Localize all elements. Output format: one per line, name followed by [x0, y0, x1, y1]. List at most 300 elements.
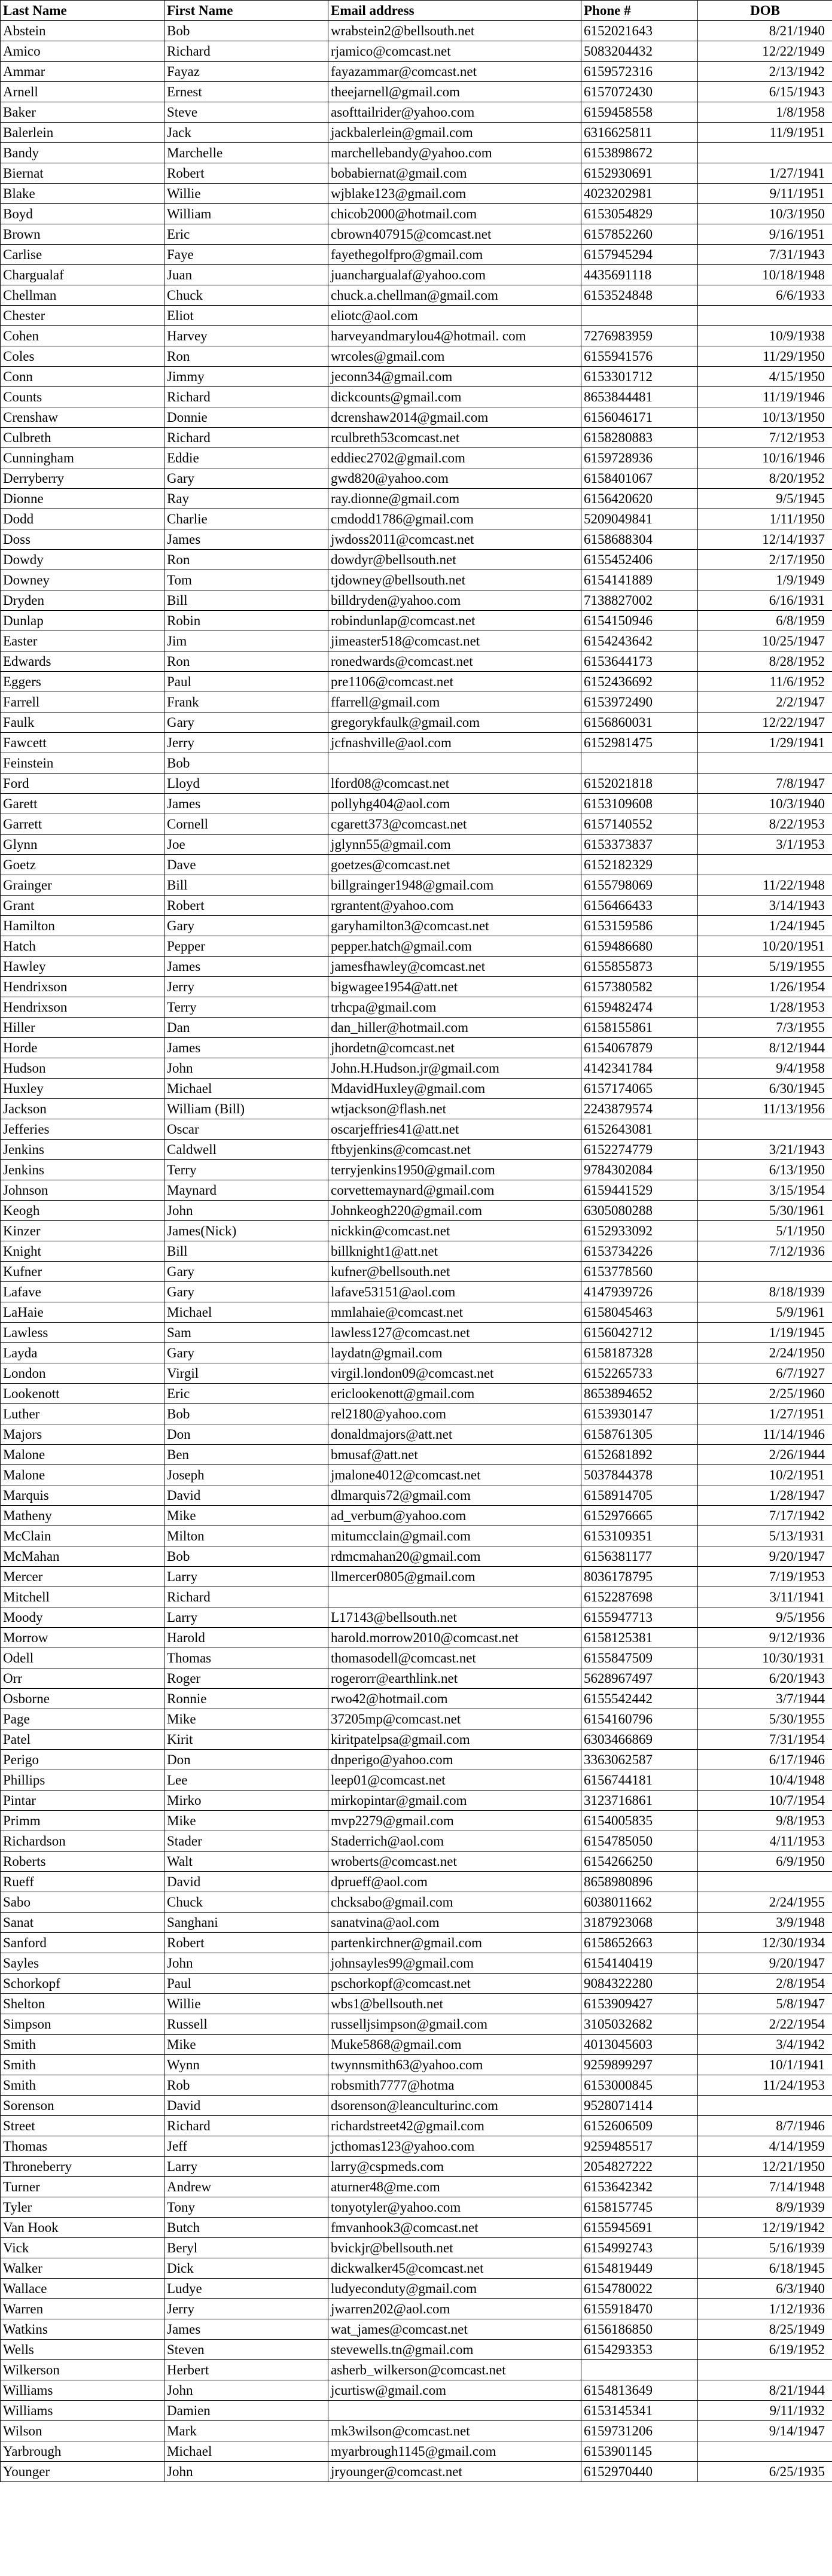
dob-cell: 8/7/1946 — [698, 2116, 832, 2136]
last-name-cell: Crenshaw — [1, 407, 164, 428]
table-row — [1, 387, 832, 407]
first-name-cell: Don — [164, 1750, 328, 1770]
email-cell: thomasodell@comcast.net — [328, 1648, 581, 1668]
email-cell: wjblake123@gmail.com — [328, 184, 581, 204]
last-name-cell: Garrett — [1, 814, 164, 835]
first-name-cell: William (Bill) — [164, 1099, 328, 1119]
dob-cell: 10/9/1938 — [698, 326, 832, 346]
dob-cell: 11/19/1946 — [698, 387, 832, 407]
last-name-cell: Johnson — [1, 1180, 164, 1201]
phone-cell: 4013045603 — [581, 2035, 698, 2055]
dob-cell: 9/11/1951 — [698, 184, 832, 204]
dob-cell: 1/8/1958 — [698, 102, 832, 123]
first-name-cell: Bill — [164, 590, 328, 611]
phone-cell: 6154005835 — [581, 1811, 698, 1831]
dob-cell — [698, 2360, 832, 2380]
dob-cell: 2/26/1944 — [698, 1445, 832, 1465]
phone-cell: 6159482474 — [581, 997, 698, 1018]
table-row — [1, 1913, 832, 1933]
first-name-cell: Fayaz — [164, 62, 328, 82]
dob-cell: 6/8/1959 — [698, 611, 832, 631]
dob-cell — [698, 2441, 832, 2462]
table-row — [1, 509, 832, 529]
dob-cell: 6/7/1927 — [698, 1363, 832, 1384]
last-name-cell: Layda — [1, 1343, 164, 1363]
first-name-cell: Rob — [164, 2075, 328, 2096]
email-cell: jimeaster518@comcast.net — [328, 631, 581, 651]
last-name-cell: Derryberry — [1, 468, 164, 489]
last-name-cell: Sabo — [1, 1892, 164, 1913]
dob-cell: 6/6/1933 — [698, 285, 832, 306]
first-name-cell: Ron — [164, 651, 328, 672]
last-name-cell: Sayles — [1, 1953, 164, 1974]
email-cell: kiritpatelpsa@gmail.com — [328, 1729, 581, 1750]
last-name-cell: Matheny — [1, 1506, 164, 1526]
dob-cell: 9/12/1936 — [698, 1628, 832, 1648]
table-row — [1, 1018, 832, 1038]
first-name-cell: Bob — [164, 1404, 328, 1424]
first-name-cell: Robin — [164, 611, 328, 631]
last-name-cell: Brown — [1, 224, 164, 245]
phone-cell — [581, 753, 698, 774]
phone-cell: 6152287698 — [581, 1587, 698, 1607]
table-row — [1, 489, 832, 509]
phone-cell: 6159731206 — [581, 2421, 698, 2441]
table-row — [1, 1160, 832, 1180]
phone-cell: 6305080288 — [581, 1201, 698, 1221]
dob-cell: 6/13/1950 — [698, 1160, 832, 1180]
email-cell: cmdodd1786@gmail.com — [328, 509, 581, 529]
table-row — [1, 1648, 832, 1668]
dob-cell — [698, 1872, 832, 1892]
table-row — [1, 326, 832, 346]
phone-cell: 6038011662 — [581, 1892, 698, 1913]
email-cell: richardstreet42@gmail.com — [328, 2116, 581, 2136]
first-name-cell: Caldwell — [164, 1140, 328, 1160]
first-name-cell: Don — [164, 1424, 328, 1445]
email-cell: gregorykfaulk@gmail.com — [328, 712, 581, 733]
dob-cell — [698, 2096, 832, 2116]
first-name-cell: Michael — [164, 1302, 328, 1323]
header-dob: DOB — [698, 1, 832, 21]
dob-cell: 3/7/1944 — [698, 1689, 832, 1709]
table-row — [1, 1791, 832, 1811]
email-cell: rogerorr@earthlink.net — [328, 1668, 581, 1689]
email-cell: donaldmajors@att.net — [328, 1424, 581, 1445]
last-name-cell: Eggers — [1, 672, 164, 692]
phone-cell: 6158155861 — [581, 1018, 698, 1038]
table-row — [1, 1953, 832, 1974]
phone-cell: 6316625811 — [581, 123, 698, 143]
table-row — [1, 285, 832, 306]
email-cell: aturner48@me.com — [328, 2177, 581, 2197]
dob-cell: 1/26/1954 — [698, 977, 832, 997]
table-row — [1, 1302, 832, 1323]
table-row — [1, 2279, 832, 2299]
last-name-cell: Counts — [1, 387, 164, 407]
dob-cell: 5/30/1961 — [698, 1201, 832, 1221]
phone-cell: 6154067879 — [581, 1038, 698, 1058]
dob-cell: 9/14/1947 — [698, 2421, 832, 2441]
last-name-cell: Shelton — [1, 1994, 164, 2014]
email-cell: dowdyr@bellsouth.net — [328, 550, 581, 570]
table-row — [1, 184, 832, 204]
dob-cell — [698, 855, 832, 875]
last-name-cell: Schorkopf — [1, 1974, 164, 1994]
first-name-cell: Butch — [164, 2218, 328, 2238]
dob-cell: 11/14/1946 — [698, 1424, 832, 1445]
first-name-cell: Juan — [164, 265, 328, 285]
table-row — [1, 1526, 832, 1546]
first-name-cell: James — [164, 2319, 328, 2340]
dob-cell: 7/19/1953 — [698, 1567, 832, 1587]
dob-cell: 5/9/1961 — [698, 1302, 832, 1323]
dob-cell: 2/2/1947 — [698, 692, 832, 712]
table-row — [1, 2319, 832, 2340]
email-cell: jcthomas123@yahoo.com — [328, 2136, 581, 2157]
last-name-cell: Feinstein — [1, 753, 164, 774]
first-name-cell: Dan — [164, 1018, 328, 1038]
last-name-cell: Lawless — [1, 1323, 164, 1343]
dob-cell: 12/14/1937 — [698, 529, 832, 550]
first-name-cell: Willie — [164, 184, 328, 204]
first-name-cell: Tony — [164, 2197, 328, 2218]
dob-cell: 10/20/1951 — [698, 936, 832, 957]
last-name-cell: Pintar — [1, 1791, 164, 1811]
last-name-cell: Biernat — [1, 163, 164, 184]
phone-cell: 6158125381 — [581, 1628, 698, 1648]
phone-cell: 6154992743 — [581, 2238, 698, 2258]
last-name-cell: Hamilton — [1, 916, 164, 936]
last-name-cell: Horde — [1, 1038, 164, 1058]
email-cell: robsmith7777@hotma — [328, 2075, 581, 2096]
table-row — [1, 1058, 832, 1079]
email-cell: russelljsimpson@gmail.com — [328, 2014, 581, 2035]
phone-cell: 6153909427 — [581, 1994, 698, 2014]
last-name-cell: Doss — [1, 529, 164, 550]
dob-cell: 10/30/1931 — [698, 1648, 832, 1668]
last-name-cell: Hatch — [1, 936, 164, 957]
dob-cell: 3/14/1943 — [698, 896, 832, 916]
email-cell: wrabstein2@bellsouth.net — [328, 21, 581, 41]
phone-cell: 6158914705 — [581, 1485, 698, 1506]
dob-cell: 9/5/1945 — [698, 489, 832, 509]
table-row — [1, 1831, 832, 1852]
email-cell: mmlahaie@comcast.net — [328, 1302, 581, 1323]
email-cell: bmusaf@att.net — [328, 1445, 581, 1465]
first-name-cell: Gary — [164, 1343, 328, 1363]
table-row — [1, 1933, 832, 1953]
table-row — [1, 1363, 832, 1384]
email-cell: theejarnell@gmail.com — [328, 82, 581, 102]
last-name-cell: Keogh — [1, 1201, 164, 1221]
last-name-cell: Richardson — [1, 1831, 164, 1852]
first-name-cell: Stader — [164, 1831, 328, 1852]
email-cell: bobabiernat@gmail.com — [328, 163, 581, 184]
first-name-cell: Harold — [164, 1628, 328, 1648]
phone-cell: 6158401067 — [581, 468, 698, 489]
phone-cell: 6153301712 — [581, 367, 698, 387]
table-row — [1, 2014, 832, 2035]
phone-cell: 6152021818 — [581, 774, 698, 794]
last-name-cell: Osborne — [1, 1689, 164, 1709]
dob-cell: 5/1/1950 — [698, 1221, 832, 1241]
first-name-cell: Richard — [164, 387, 328, 407]
table-row — [1, 1567, 832, 1587]
last-name-cell: Vick — [1, 2238, 164, 2258]
email-cell: jmalone4012@comcast.net — [328, 1465, 581, 1485]
table-row — [1, 529, 832, 550]
table-row — [1, 1546, 832, 1567]
dob-cell: 11/22/1948 — [698, 875, 832, 896]
first-name-cell: Robert — [164, 1933, 328, 1953]
phone-cell: 6157945294 — [581, 245, 698, 265]
first-name-cell: Ray — [164, 489, 328, 509]
phone-cell: 6153901145 — [581, 2441, 698, 2462]
first-name-cell: Maynard — [164, 1180, 328, 1201]
first-name-cell: Richard — [164, 1587, 328, 1607]
last-name-cell: Warren — [1, 2299, 164, 2319]
email-cell: mirkopintar@gmail.com — [328, 1791, 581, 1811]
phone-cell: 3363062587 — [581, 1750, 698, 1770]
phone-cell: 6155945691 — [581, 2218, 698, 2238]
phone-cell: 6158045463 — [581, 1302, 698, 1323]
first-name-cell: Jerry — [164, 733, 328, 753]
last-name-cell: Dunlap — [1, 611, 164, 631]
first-name-cell: Gary — [164, 712, 328, 733]
dob-cell: 9/4/1958 — [698, 1058, 832, 1079]
phone-cell: 6154243642 — [581, 631, 698, 651]
first-name-cell: Lee — [164, 1770, 328, 1791]
dob-cell: 6/9/1950 — [698, 1852, 832, 1872]
email-cell: marchellebandy@yahoo.com — [328, 143, 581, 163]
table-row — [1, 2197, 832, 2218]
table-row — [1, 1750, 832, 1770]
phone-cell: 7138827002 — [581, 590, 698, 611]
table-row — [1, 41, 832, 62]
last-name-cell: Younger — [1, 2462, 164, 2482]
phone-cell: 6153000845 — [581, 2075, 698, 2096]
email-cell: harveyandmarylou4@hotmail. com — [328, 326, 581, 346]
email-cell: dsorenson@leanculturinc.com — [328, 2096, 581, 2116]
phone-cell: 6155947713 — [581, 1607, 698, 1628]
first-name-cell: Mike — [164, 2035, 328, 2055]
phone-cell: 6152643081 — [581, 1119, 698, 1140]
first-name-cell: Lloyd — [164, 774, 328, 794]
email-cell: fayethegolfpro@gmail.com — [328, 245, 581, 265]
phone-cell: 6154813649 — [581, 2380, 698, 2401]
table-row — [1, 2380, 832, 2401]
last-name-cell: Van Hook — [1, 2218, 164, 2238]
table-row — [1, 1709, 832, 1729]
first-name-cell: Ludye — [164, 2279, 328, 2299]
header-last-name: Last Name — [1, 1, 164, 21]
last-name-cell: Amico — [1, 41, 164, 62]
last-name-cell: Chellman — [1, 285, 164, 306]
last-name-cell: Grainger — [1, 875, 164, 896]
last-name-cell: Odell — [1, 1648, 164, 1668]
phone-cell: 6158157745 — [581, 2197, 698, 2218]
phone-cell: 9259899297 — [581, 2055, 698, 2075]
last-name-cell: Fawcett — [1, 733, 164, 753]
dob-cell: 3/21/1943 — [698, 1140, 832, 1160]
first-name-cell: Harvey — [164, 326, 328, 346]
phone-cell: 6156186850 — [581, 2319, 698, 2340]
phone-cell: 9528071414 — [581, 2096, 698, 2116]
table-row — [1, 306, 832, 326]
first-name-cell: Richard — [164, 41, 328, 62]
first-name-cell: Donnie — [164, 407, 328, 428]
last-name-cell: Easter — [1, 631, 164, 651]
table-row — [1, 2055, 832, 2075]
email-cell: pollyhg404@aol.com — [328, 794, 581, 814]
table-row — [1, 1343, 832, 1363]
last-name-cell: Goetz — [1, 855, 164, 875]
email-cell: ericlookenott@gmail.com — [328, 1384, 581, 1404]
last-name-cell: Huxley — [1, 1079, 164, 1099]
first-name-cell: Richard — [164, 428, 328, 448]
dob-cell: 8/28/1952 — [698, 651, 832, 672]
dob-cell: 1/27/1941 — [698, 163, 832, 184]
dob-cell: 2/24/1955 — [698, 1892, 832, 1913]
phone-cell: 6159458558 — [581, 102, 698, 123]
last-name-cell: Williams — [1, 2380, 164, 2401]
dob-cell: 11/13/1956 — [698, 1099, 832, 1119]
email-cell: lawless127@comcast.net — [328, 1323, 581, 1343]
last-name-cell: Hendrixson — [1, 977, 164, 997]
first-name-cell: Jack — [164, 123, 328, 143]
email-cell: L17143@bellsouth.net — [328, 1607, 581, 1628]
dob-cell: 5/16/1939 — [698, 2238, 832, 2258]
phone-cell: 8036178795 — [581, 1567, 698, 1587]
phone-cell: 6152182329 — [581, 855, 698, 875]
last-name-cell: Cunningham — [1, 448, 164, 468]
phone-cell: 6153930147 — [581, 1404, 698, 1424]
phone-cell: 3105032682 — [581, 2014, 698, 2035]
dob-cell: 8/20/1952 — [698, 468, 832, 489]
last-name-cell: Smith — [1, 2075, 164, 2096]
last-name-cell: Dionne — [1, 489, 164, 509]
email-cell: pschorkopf@comcast.net — [328, 1974, 581, 1994]
email-cell: gwd820@yahoo.com — [328, 468, 581, 489]
last-name-cell: Jefferies — [1, 1119, 164, 1140]
last-name-cell: Chester — [1, 306, 164, 326]
table-row — [1, 1140, 832, 1160]
table-row — [1, 1445, 832, 1465]
first-name-cell: Sanghani — [164, 1913, 328, 1933]
dob-cell: 10/25/1947 — [698, 631, 832, 651]
first-name-cell: Ron — [164, 346, 328, 367]
table-row — [1, 794, 832, 814]
dob-cell: 12/30/1934 — [698, 1933, 832, 1953]
table-row — [1, 224, 832, 245]
table-row — [1, 407, 832, 428]
table-row — [1, 631, 832, 651]
phone-cell: 9259485517 — [581, 2136, 698, 2157]
first-name-cell: Eliot — [164, 306, 328, 326]
table-row — [1, 733, 832, 753]
phone-cell: 6153109608 — [581, 794, 698, 814]
table-row — [1, 1465, 832, 1485]
first-name-cell: James — [164, 1038, 328, 1058]
first-name-cell: Mike — [164, 1506, 328, 1526]
first-name-cell: Bob — [164, 21, 328, 41]
email-cell: dickwalker45@comcast.net — [328, 2258, 581, 2279]
first-name-cell: Frank — [164, 692, 328, 712]
table-row — [1, 2258, 832, 2279]
table-row — [1, 1201, 832, 1221]
email-cell: rjamico@comcast.net — [328, 41, 581, 62]
dob-cell: 2/25/1960 — [698, 1384, 832, 1404]
first-name-cell: Eric — [164, 1384, 328, 1404]
table-row — [1, 102, 832, 123]
dob-cell: 5/8/1947 — [698, 1994, 832, 2014]
dob-cell: 4/11/1953 — [698, 1831, 832, 1852]
first-name-cell: Mike — [164, 1811, 328, 1831]
phone-cell: 6152970440 — [581, 2462, 698, 2482]
table-row — [1, 1221, 832, 1241]
email-cell: chuck.a.chellman@gmail.com — [328, 285, 581, 306]
first-name-cell: James — [164, 794, 328, 814]
last-name-cell: Abstein — [1, 21, 164, 41]
first-name-cell: Bill — [164, 1241, 328, 1262]
dob-cell: 9/8/1953 — [698, 1811, 832, 1831]
first-name-cell: David — [164, 1872, 328, 1892]
email-cell: ftbyjenkins@comcast.net — [328, 1140, 581, 1160]
email-cell: johnsayles99@gmail.com — [328, 1953, 581, 1974]
phone-cell: 3187923068 — [581, 1913, 698, 1933]
last-name-cell: Knight — [1, 1241, 164, 1262]
last-name-cell: Hudson — [1, 1058, 164, 1079]
email-cell: jeconn34@gmail.com — [328, 367, 581, 387]
phone-cell: 6155798069 — [581, 875, 698, 896]
email-cell: wroberts@comcast.net — [328, 1852, 581, 1872]
table-row — [1, 2421, 832, 2441]
first-name-cell: Gary — [164, 468, 328, 489]
first-name-cell: Pepper — [164, 936, 328, 957]
table-row — [1, 835, 832, 855]
email-cell: terryjenkins1950@gmail.com — [328, 1160, 581, 1180]
table-row — [1, 82, 832, 102]
last-name-cell: Baker — [1, 102, 164, 123]
phone-cell: 8653844481 — [581, 387, 698, 407]
email-cell: wrcoles@gmail.com — [328, 346, 581, 367]
email-cell: dickcounts@gmail.com — [328, 387, 581, 407]
email-cell: nickkin@comcast.net — [328, 1221, 581, 1241]
phone-cell: 6155918470 — [581, 2299, 698, 2319]
first-name-cell: Eric — [164, 224, 328, 245]
email-cell: mitumcclain@gmail.com — [328, 1526, 581, 1546]
table-row — [1, 468, 832, 489]
first-name-cell: Beryl — [164, 2238, 328, 2258]
first-name-cell: John — [164, 2380, 328, 2401]
first-name-cell: Michael — [164, 2441, 328, 2462]
phone-cell: 6157852260 — [581, 224, 698, 245]
table-row — [1, 1628, 832, 1648]
first-name-cell: Charlie — [164, 509, 328, 529]
last-name-cell: McMahan — [1, 1546, 164, 1567]
last-name-cell: Garett — [1, 794, 164, 814]
phone-cell: 6152976665 — [581, 1506, 698, 1526]
dob-cell: 10/3/1940 — [698, 794, 832, 814]
email-cell: fmvanhook3@comcast.net — [328, 2218, 581, 2238]
dob-cell: 10/16/1946 — [698, 448, 832, 468]
last-name-cell: Moody — [1, 1607, 164, 1628]
table-row — [1, 1506, 832, 1526]
last-name-cell: Farrell — [1, 692, 164, 712]
table-row — [1, 2157, 832, 2177]
dob-cell: 11/24/1953 — [698, 2075, 832, 2096]
